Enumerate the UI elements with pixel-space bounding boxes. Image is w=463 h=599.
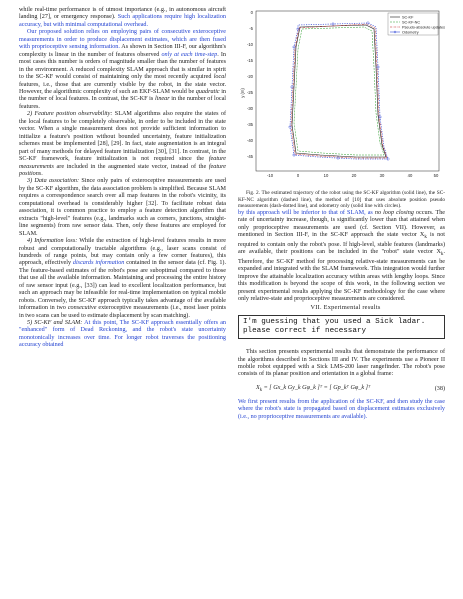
emphasis: linear xyxy=(154,96,170,103)
y-tick: -25 xyxy=(246,90,253,95)
y-axis-label: y (m) xyxy=(240,88,245,98)
legend-entry: Pseudo-absolute updates xyxy=(402,25,445,30)
text-run: in the number of local features. In contrast, the SC-KF is xyxy=(19,88,227,103)
y-tick: -45 xyxy=(246,154,253,159)
figure-trajectory xyxy=(238,7,445,187)
highlighted-text: by this approach will be inferior to that of SLAM, as xyxy=(238,209,375,216)
x-tick: 40 xyxy=(407,173,413,178)
emphasis: quadratic xyxy=(195,88,220,95)
review-note: I'm guessing that you used a Sick ladar. please correct if necessary xyxy=(238,315,445,339)
text-run: these features are employed for SLAM. xyxy=(19,223,226,237)
text-run: . xyxy=(41,170,43,177)
paragraph-continuation xyxy=(238,210,445,304)
paragraph-data-association xyxy=(19,178,226,238)
highlighted-text: At this point, The SC-KF approach essentially offers an "enhanced" form of Dead Reckoning, and the robot's state uncertainty monotonically increases over time. For longer robot traverses the positioning accuracy obtained xyxy=(19,320,226,349)
left-column xyxy=(19,7,226,350)
subscript: k xyxy=(424,234,427,241)
text-run: are included in the augmented state vector, instead of the xyxy=(53,163,209,170)
x-tick: 20 xyxy=(351,173,357,178)
text-run: is not required to contain only the robot's pose. If high-level, stable features (landmarks) are available, their positions can be included in the "robot" state vector X xyxy=(238,232,446,256)
emphasis: only xyxy=(132,223,144,230)
subscript: k xyxy=(440,251,444,258)
y-tick: -40 xyxy=(246,138,253,143)
equation-subscript: k xyxy=(259,387,263,394)
equation-body xyxy=(238,385,370,395)
subsection-label: 5) SC-KF and SLAM: xyxy=(27,320,83,327)
figure-caption: Fig. 2. The estimated trajectory of the robot using the SC-KF algorithm (solid line), the SC-KF-NC algorithm (dashed line), the method of [10] that uses absolute position pseudo measurements (dash-dotted line), and odometry only (solid line with circles). xyxy=(238,190,445,210)
trajectory-plot xyxy=(238,7,445,187)
right-column xyxy=(238,7,445,421)
paragraph-information-loss xyxy=(19,238,226,320)
y-tick: -10 xyxy=(246,42,253,47)
x-tick: 30 xyxy=(379,173,385,178)
paragraph-intro xyxy=(19,7,226,29)
subsection-label: 4) Information loss: xyxy=(27,238,78,245)
emphasis: no loop closing xyxy=(374,209,414,216)
x-axis-ticks xyxy=(267,173,439,178)
emphasis: local xyxy=(213,74,226,81)
legend-entry: SC-KF-NC xyxy=(402,20,421,25)
y-tick: 0 xyxy=(250,10,253,15)
highlighted-text: only at each time-step xyxy=(161,51,218,58)
text-run: exteroceptive measurements (i.e., most laser points in two scans can be used to estimate displacement by scan matching). xyxy=(19,305,226,319)
text-run: . Therefore, the SC-KF method for processing relative-state measurements can be expanded and integrated with the SLAM framework. This integration would further improve the attainable localization accuracy within areas with lengthy loops. Since this modification is beyond the scope of this work, in the following section we present experimental results applying the SC-KF methodology for the case where only relative-state and proprioceptive measurements are considered. xyxy=(238,249,445,303)
highlighted-text: Such applications require high localization accuracy, but with minimal computational overhead. xyxy=(19,14,226,28)
text-run: while real-time performance is of utmost importance (e.g., in autonomous aircraft landing [27], or emergency response). xyxy=(19,7,226,21)
paragraph-last: We first present results from the application of the SC-KF, and then study the case where the robot's state is propagated based on displacement estimates exclusively (i.e., no proprioceptive measurements are available). xyxy=(238,398,445,420)
text-run: occurs. The rate of uncertainty increase, though, is significantly lower than that attained when only proprioceptive measurements are used (cf. Section VII). However, as mentioned in Section III-F, in the SC-KF approach the state vector X xyxy=(238,209,445,239)
text-run: features, i.e., those that are currently visible by the robot, in the state vector. However, the algorithmic complexity of such an EKF-SLAM would be xyxy=(19,81,226,95)
highlighted-text: Our proposed solution relies on employing pairs of consecutive exteroceptive measurements in order to produce displacement estimates, which are then fused with proprioceptive sensing information. xyxy=(19,29,226,51)
text-run: While the extraction of high-level features results in more robust and computationally tractable algorithms (e.g., laser scans consist of hundreds of range points, but may contain only a few corner features), this approach, effectively xyxy=(19,238,226,267)
emphasis: feature positions xyxy=(19,163,226,177)
text-run: in the number of local features. xyxy=(19,96,226,110)
equation-rhs: = [ Gx_k Gy_k Gφ_k ]ᵀ = [ Gp_kᵀ Gφ_k ]ᵀ xyxy=(263,384,371,391)
paragraph-feature-observability xyxy=(19,111,226,178)
y-tick: -20 xyxy=(246,74,253,79)
equation-number: (38) xyxy=(434,386,445,393)
text-run: Since only pairs of exteroceptive measurements are used by the SC-KF algorithm, the data association problem is simplified. Because SLAM requires a correspondence search over all map features in the robot's vicinity, its computational overhead is considerably higher [32]. To facilitate robust data association, it is common practice to employ a feature detection algorithm that extracts "high-level" features (e.g., landmarks such as corners, junctions, straight-line segments) from raw sensor data. Then, xyxy=(19,178,226,230)
text-run: SLAM algorithms also require the states of the local features to be completely observable, in order to be included in the state vector. When a single measurement does not provide sufficient information to initialize a feature's position without bounded uncertainty, feature initialization schemes must be implemented [28], [29]. In fact, state augmentation is an integral part of many methods for delayed feature initialization [30], [31]. In contrast, in the SC-KF framework, feature initialization is not required since the xyxy=(19,111,226,163)
x-tick: 0 xyxy=(296,173,300,178)
equation-lhs: X xyxy=(256,384,260,391)
paragraph-sckf-and-slam xyxy=(19,320,226,350)
text-run: contained in the sensor data (cf. Fig. 1). The feature-based estimates of the robot's pose are suboptimal compared to those that use all the available information. Maintaining and processing the entire history of raw sensor input (e.g., [33]) can lead to excellent localization performance, but such an approach may be infeasible for real-time implementation on typical mobile robots. Conversely, the SC-KF approach typically takes advantage of the available information in two xyxy=(19,260,227,312)
y-tick: -5 xyxy=(249,26,253,31)
subsection-label: 3) Data association: xyxy=(27,178,80,185)
y-tick: -30 xyxy=(246,106,253,111)
trajectory-sckf xyxy=(292,25,386,157)
trajectory-sckf-nc xyxy=(294,27,384,155)
legend-entry: SC-KF xyxy=(402,15,414,20)
highlighted-text: discards information xyxy=(72,260,125,267)
x-tick: 10 xyxy=(323,173,329,178)
text-run: This section presents experimental results that demonstrate the performance of the algorithms described in Sections III and IV. The experiments use a Pioneer II mobile robot equipped with a Sick LMS-200 laser rangefinder. The robot's pose consists of its planar position and orientation in a global frame: xyxy=(238,349,445,378)
paragraph-experiments xyxy=(238,349,445,379)
odometry-markers xyxy=(289,22,389,160)
equation-38 xyxy=(238,385,445,395)
legend-entry: Odometry xyxy=(402,30,419,35)
emphasis: consecutive xyxy=(67,305,97,312)
x-tick: -10 xyxy=(266,173,274,178)
y-tick: -15 xyxy=(246,58,253,63)
legend xyxy=(388,13,445,35)
trajectory-odometry xyxy=(290,23,388,159)
text-run: As shown in Section III-F, our algorithm's complexity is linear in the number of features observed xyxy=(19,44,226,58)
x-tick: 50 xyxy=(433,173,439,178)
y-axis-ticks xyxy=(247,10,254,159)
emphasis: feature measurements xyxy=(19,156,226,170)
y-tick: -35 xyxy=(246,122,253,127)
text-run: . In most cases this number is orders of magnitude smaller than the number of features in the environment. A reduced complexity SLAM approach that is similar in spirit to the SC-KF would consist of maintaining only the most recently acquired xyxy=(19,51,226,81)
subsection-label: 2) Feature position observability: xyxy=(27,111,113,118)
paragraph-solution xyxy=(19,29,226,111)
section-heading: VII. Experimental results xyxy=(310,303,381,311)
